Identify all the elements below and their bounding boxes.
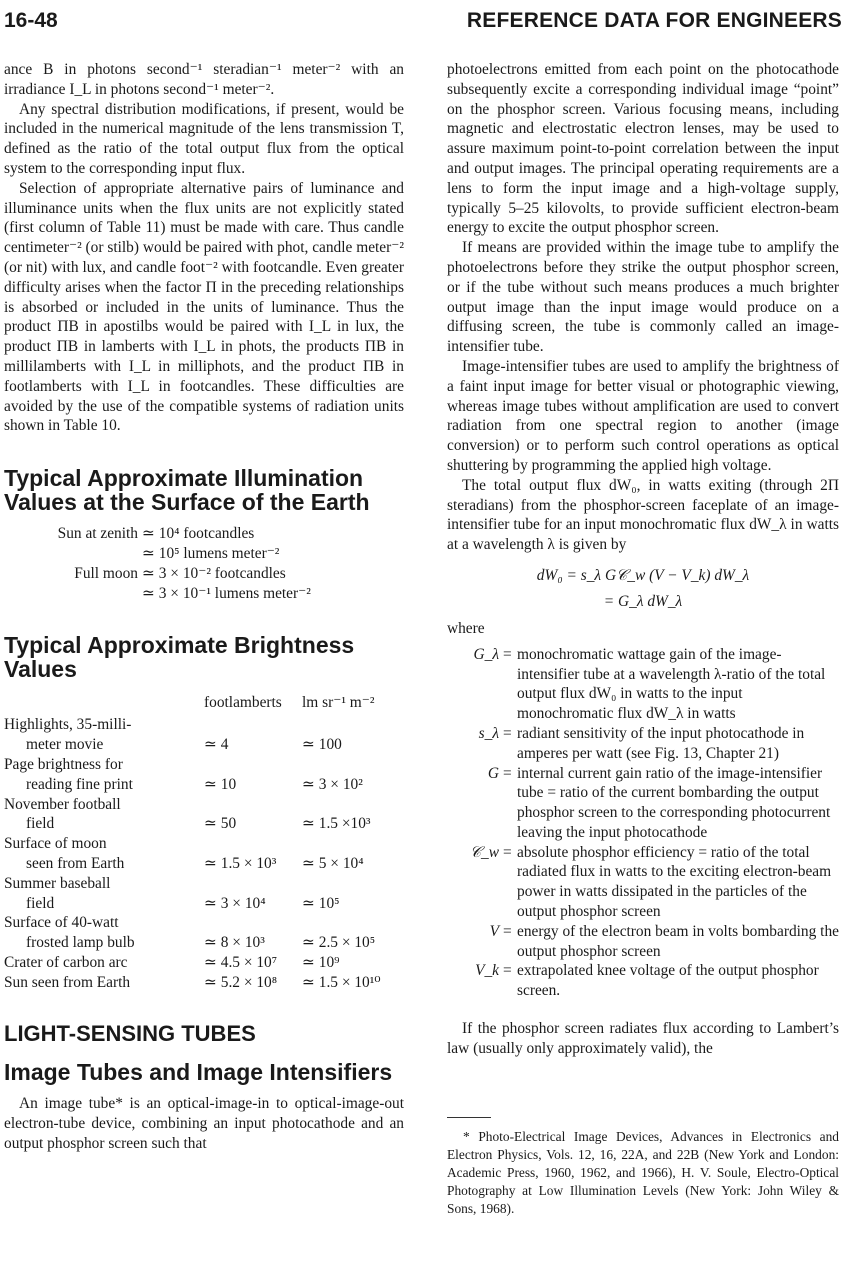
illumination-values: [4, 524, 404, 603]
table-row: [4, 953, 404, 973]
paragraph: An image tube* is an optical-image-in to optical-image-out electron-tube device, combining an input photocathode and an output phosphor screen such that: [4, 1095, 404, 1153]
illumination-row: [4, 524, 404, 544]
illumination-label: Sun at zenith: [57, 525, 138, 543]
illumination-value: ≃ 10⁴ footcandles: [142, 525, 255, 543]
illumination-value: ≃ 3 × 10⁻² footcandles: [142, 564, 286, 582]
page-number: 16-48: [4, 9, 58, 32]
row-label: Highlights, 35-milli- meter movie: [4, 716, 132, 754]
symbol: V_k: [475, 962, 499, 980]
illumination-row: [4, 544, 404, 564]
illumination-row: [4, 584, 404, 604]
definition-text: energy of the electron beam in volts bombarding the output phosphor screen: [517, 922, 839, 960]
row-label: Surface of 40-watt frosted lamp bulb: [4, 914, 135, 952]
lm-cell: ≃ 10⁹: [302, 953, 340, 971]
table-header-row: [4, 691, 404, 715]
row-label: November football field: [4, 795, 121, 833]
gain-equation: [447, 563, 839, 615]
footnote-rule: [447, 1117, 491, 1118]
footnote: * Photo-Electrical Image Devices, Advances in Electronics and Electron Physics, Vols. 12, 16, 22A, and 22B (New York and London: Academic Press, 1960, 1962, and 1966), H. V. Soule, Electro-Optical Photography at Low Illumination Levels (New York: John Wiley & Sons, 1968).: [447, 1128, 839, 1216]
definition-text: internal current gain ratio of the image-intensifier tube = ratio of the current bombarding the output phosphor screen to the corresponding photocurrent leaving the input photocathode: [517, 764, 831, 841]
lm-cell: ≃ 10⁵: [302, 894, 340, 912]
footlamberts-cell: ≃ 10: [204, 775, 237, 793]
paragraph: photoelectrons emitted from each point on the photocathode subsequently excite a corresponding individual image “point” on the phosphor screen. Various focusing means, including magnetic and electrostatic electron lenses, may be used to assure maximum point-to-point correlation between the input and output images. The principal operating requirements are a lens to form the input image and a high-voltage supply, typically 5–25 kilovolts, to provide sufficient electron-beam energy to excite the output phosphor screen.: [447, 61, 839, 237]
brightness-table: [4, 691, 404, 992]
symbol: s_λ: [478, 724, 499, 742]
footlamberts-cell: ≃ 50: [204, 815, 237, 833]
row-label: Surface of moon seen from Earth: [4, 835, 125, 872]
row-label: Summer baseball field: [4, 874, 111, 912]
column-header: footlamberts: [204, 694, 282, 712]
table-row: [4, 874, 404, 914]
definition-item: V = energy of the electron beam in volts bombarding the output phosphor screen: [447, 922, 839, 962]
lm-cell: ≃ 3 × 10²: [302, 775, 363, 793]
footlamberts-cell: ≃ 5.2 × 10⁸: [204, 973, 278, 991]
right-column: [447, 60, 839, 1218]
symbol: 𝒞_w: [469, 843, 499, 861]
section-heading-light-sensing: LIGHT-SENSING TUBES: [4, 1021, 256, 1047]
symbol-definitions: [447, 645, 839, 1001]
lm-cell: ≃ 1.5 ×10³: [302, 815, 371, 833]
row-label: Sun seen from Earth: [4, 973, 131, 991]
running-title: REFERENCE DATA FOR ENGINEERS: [466, 9, 842, 32]
table-row: [4, 834, 404, 874]
definition-item: 𝒞_w = absolute phosphor efficiency = ratio of the total radiated flux in watts to the exciting electron-beam power in watts dissipated in the particles of the output phosphor screen: [447, 843, 839, 922]
footlamberts-cell: ≃ 8 × 10³: [204, 934, 265, 952]
paragraph: Any spectral distribution modifications, if present, would be included in the numerical magnitude of the lens transmission T, defined as the ratio of the total output flux from the optical system to the corresponding input flux.: [4, 100, 404, 177]
column-header: [4, 691, 204, 715]
illumination-label: [4, 584, 142, 604]
lm-cell: ≃ 100: [302, 736, 342, 754]
paragraph: If the phosphor screen radiates flux according to Lambert’s law (usually only approximately valid), the: [447, 1020, 839, 1057]
section-heading-image-tubes: Image Tubes and Image Intensifiers: [4, 1059, 393, 1086]
footlamberts-cell: ≃ 4: [204, 736, 229, 754]
definition-text: monochromatic wattage gain of the image-intensifier tube at a wavelength λ-ratio of the total output flux dW₀ in watts to the input monochromatic flux dW_λ in watts: [517, 645, 826, 723]
table-row: [4, 913, 404, 953]
definition-item: G_λ = monochromatic wattage gain of the image-intensifier tube at a wavelength λ-ratio of the total output flux dW₀ in watts to the input monochromatic flux dW_λ in watts: [447, 645, 839, 724]
paragraph: Image-intensifier tubes are used to amplify the brightness of a faint input image for better visual or photographic viewing, whereas image tubes without amplification are used to convert radiation from one spectral region to another (image conversion) or to perform such control operations as optical shuttering by programming the applied high voltage.: [447, 357, 839, 474]
definition-item: V_k = extrapolated knee voltage of the output phosphor screen.: [447, 961, 839, 1001]
definition-text: extrapolated knee voltage of the output phosphor screen.: [517, 962, 819, 1000]
paragraph: If means are provided within the image tube to amplify the photoelectrons before they strike the output phosphor screen, or if the tube without such means produces a much brighter output image than the input image would produce on a diffusing screen, the tube is commonly called an image-intensifier tube.: [447, 239, 839, 356]
table-row: [4, 973, 404, 993]
illumination-row: [4, 564, 404, 584]
footlamberts-cell: ≃ 4.5 × 10⁷: [204, 953, 278, 971]
paragraph: The total output flux dW₀, in watts exiting (through 2Π steradians) from the phosphor-screen faceplate of an image-intensifier tube for an input monochromatic flux dW_λ in watts at a wavelength λ is given by: [447, 476, 839, 554]
lm-cell: ≃ 5 × 10⁴: [302, 854, 364, 872]
section-heading-brightness: Typical Approximate Brightness Values: [4, 632, 355, 683]
equation-line: dW₀ = s_λ G𝒞_w (V − V_k) dW_λ: [536, 566, 750, 584]
definition-item: s_λ = radiant sensitivity of the input photocathode in amperes per watt (see Fig. 13, Chapter 21): [447, 724, 839, 764]
symbol: G: [487, 764, 499, 782]
definition-text: absolute phosphor efficiency = ratio of the total radiated flux in watts to the exciting electron-beam power in watts dissipated in the particles of the output phosphor screen: [517, 843, 832, 921]
page-header: [4, 4, 842, 38]
footlamberts-cell: ≃ 3 × 10⁴: [204, 894, 266, 912]
row-label: Page brightness for reading fine print: [4, 755, 133, 793]
paragraph: ance B in photons second⁻¹ steradian⁻¹ meter⁻² with an irradiance I_L in photons second⁻¹ meter⁻².: [4, 61, 404, 98]
footlamberts-cell: ≃ 1.5 × 10³: [204, 854, 277, 872]
illumination-value: ≃ 3 × 10⁻¹ lumens meter⁻²: [142, 584, 311, 602]
symbol: G_λ: [473, 645, 499, 663]
lm-cell: ≃ 2.5 × 10⁵: [302, 934, 376, 952]
column-header: lm sr⁻¹ m⁻²: [302, 694, 375, 712]
table-row: [4, 755, 404, 795]
symbol: V: [489, 922, 499, 940]
table-row: [4, 795, 404, 835]
illumination-value: ≃ 10⁵ lumens meter⁻²: [142, 544, 280, 562]
equation-line: = G_λ dW_λ: [603, 592, 683, 610]
definition-item: G = internal current gain ratio of the image-intensifier tube = ratio of the current bombarding the output phosphor screen to the corresponding photocurrent leaving the input photocathode: [447, 764, 839, 843]
definition-text: radiant sensitivity of the input photocathode in amperes per watt (see Fig. 13, Chapter 21): [517, 724, 805, 762]
section-heading-illumination: Typical Approximate Illumination Values at the Surface of the Earth: [4, 465, 370, 516]
table-row: [4, 715, 404, 755]
lm-cell: ≃ 1.5 × 10¹⁰: [302, 973, 381, 991]
left-column: [4, 60, 404, 1154]
row-label: Crater of carbon arc: [4, 953, 128, 971]
paragraph: Selection of appropriate alternative pairs of luminance and illuminance units when the flux units are not explicitly stated (first column of Table 11) must be made with care. Thus candle centimeter⁻² (or stilb) would be paired with phot, candle meter⁻² (or nit) with lux, and candle foot⁻² with footcandle. Even greater difficulty arises when the factor Π in the preceding relationships is absorbed or included in the units of luminance. Thus the product ΠB in apostilbs would be paired with I_L in lux, the product ΠB in lamberts with I_L in phots, the products ΠB in millilamberts with I_L in milliphots, and the product ΠB in footlamberts with I_L in footcandles. These difficulties are avoided by the use of the compatible systems of radiation units shown in Table 10.: [4, 179, 404, 435]
illumination-label: [4, 544, 142, 564]
illumination-label: Full moon: [74, 564, 138, 582]
where-label: where: [447, 619, 485, 637]
